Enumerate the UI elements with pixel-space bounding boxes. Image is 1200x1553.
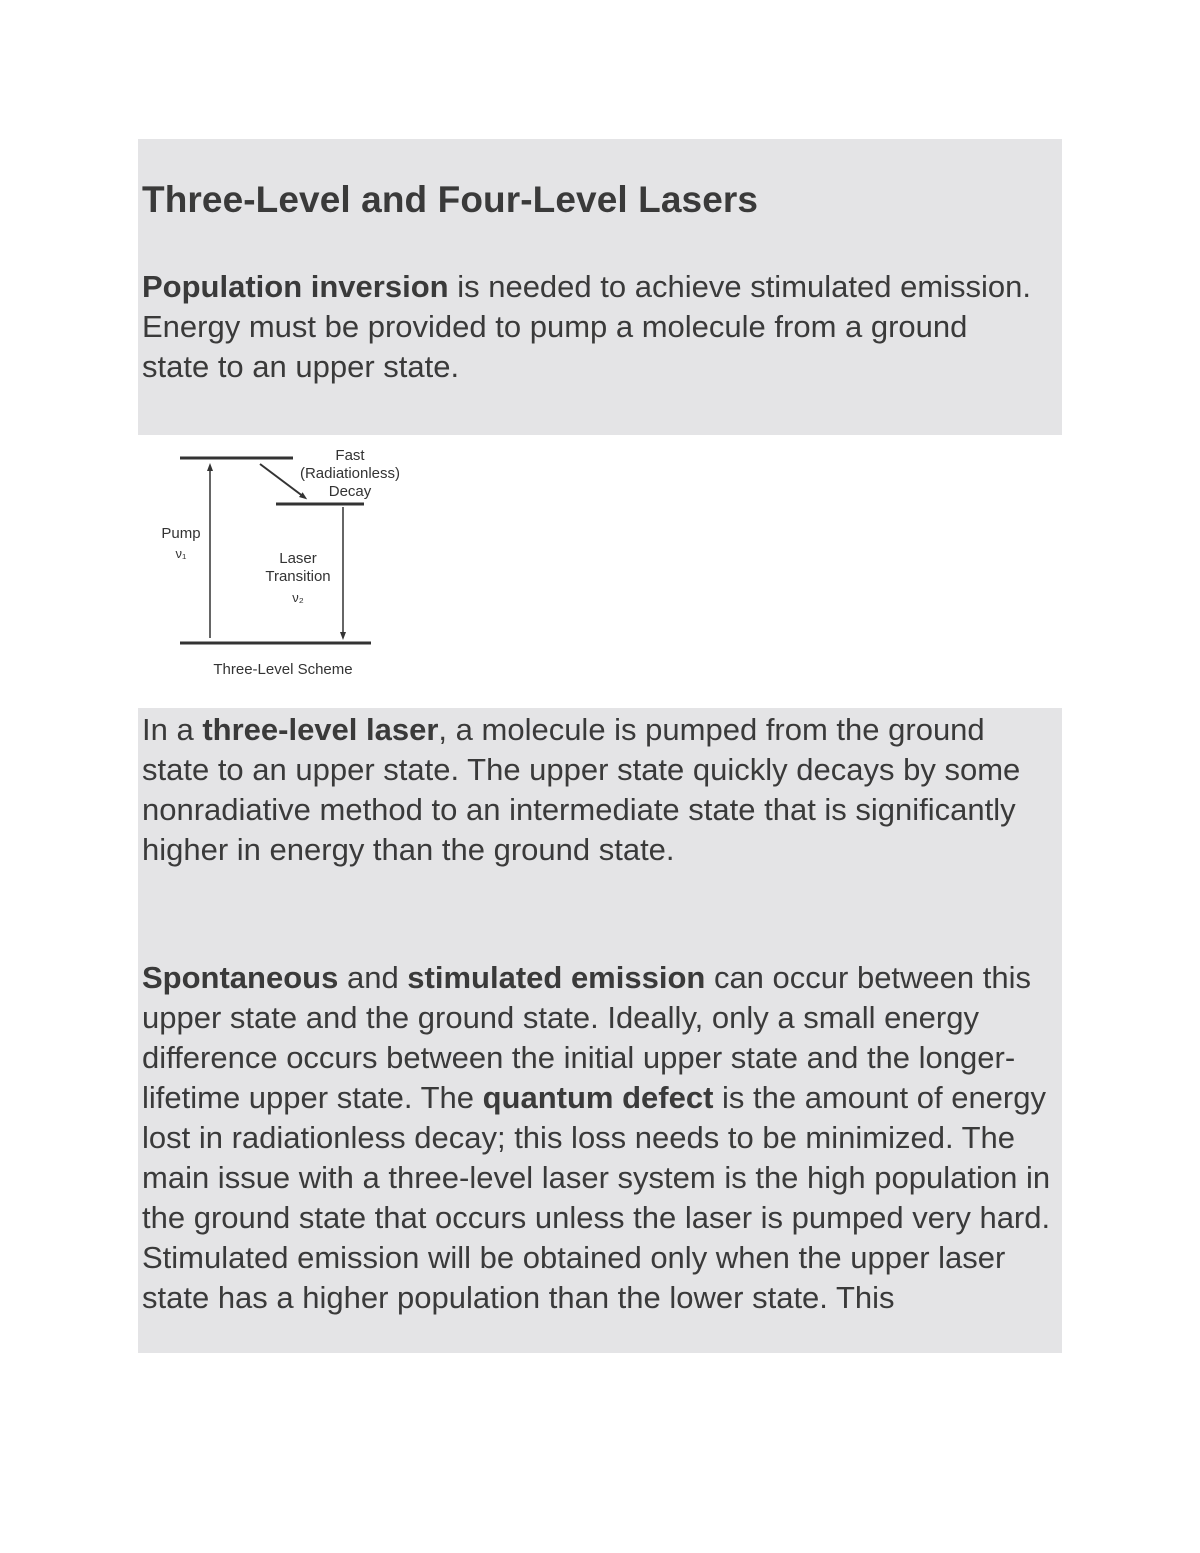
fast-label: Fast	[335, 447, 365, 464]
term-spontaneous: Spontaneous	[142, 960, 339, 995]
page-title: Three-Level and Four-Level Lasers	[142, 179, 759, 220]
laser-label: Laser	[279, 550, 317, 567]
decay-label: Decay	[328, 483, 372, 500]
decay-arrow	[260, 464, 304, 497]
three-level-scheme-diagram	[148, 440, 418, 685]
intro-paragraph	[142, 267, 1042, 387]
intro-text: is needed to achieve stimulated emission. Energy must be provided to pump a molecule from a ground state to an upper state.	[142, 269, 1032, 384]
term-quantum-defect: quantum defect	[482, 1080, 714, 1115]
para2-text-a: In a	[142, 712, 203, 747]
term-three-level-laser: three-level laser	[202, 712, 439, 747]
para2-text-b: , a molecule is pumped from the ground state to an upper state. The upper state quickly decays by some nonradiative method to an intermediate state that is significantly higher in energy than the ground state.	[142, 712, 1021, 867]
pump-frequency: ν₁	[175, 546, 187, 561]
term-stimulated-emission: stimulated emission	[407, 960, 706, 995]
laser-frequency: ν₂	[292, 590, 304, 605]
pump-label: Pump	[161, 525, 201, 542]
radiationless-label: (Radiationless)	[299, 465, 401, 482]
transition-label: Transition	[265, 568, 331, 585]
para3-text-a: and	[338, 960, 408, 995]
emission-paragraph	[142, 958, 1060, 1318]
para3-text-b: can occur between this upper state and the ground state. Ideally, only a small energy difference occurs between the initial upper state and the longer-lifetime upper state. The	[142, 960, 1032, 1115]
three-level-paragraph	[142, 710, 1052, 870]
para3-text-c: is the amount of energy lost in radiationless decay; this loss needs to be minimized. The main issue with a three-level laser system is the high population in the ground state that occurs unless the laser is pumped very hard. Stimulated emission will be obtained only when the upper laser state has a higher population than the lower state. This	[142, 1080, 1051, 1315]
three-level-section	[138, 708, 1062, 1353]
diagram-caption: Three-Level Scheme	[213, 661, 353, 678]
intro-section	[138, 139, 1062, 435]
term-population-inversion: Population inversion	[142, 269, 449, 304]
